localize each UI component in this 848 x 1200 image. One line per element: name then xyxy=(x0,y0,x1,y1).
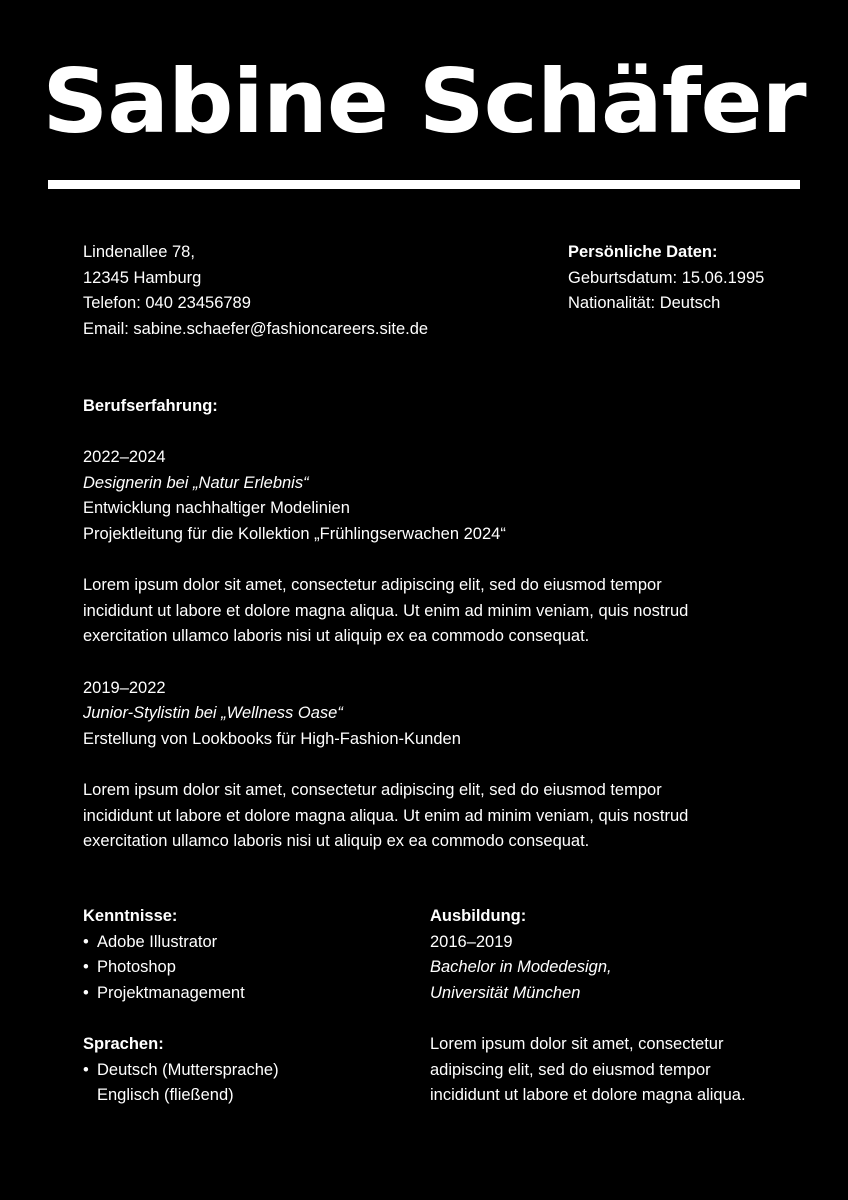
job-detail: Entwicklung nachhaltiger Modelinien xyxy=(83,499,350,518)
job-description-line: Lorem ipsum dolor sit amet, consectetur adipiscing elit, sed do eiusmod tempor xyxy=(83,576,662,595)
contact-info xyxy=(83,240,543,342)
job-title: Designerin bei „Natur Erlebnis“ xyxy=(83,473,309,492)
spacer xyxy=(83,548,773,574)
skill-item: • Adobe Illustrator xyxy=(83,930,403,956)
education-heading: Ausbildung: xyxy=(430,907,527,925)
job-detail: Erstellung von Lookbooks für High-Fashion-Kunden xyxy=(83,729,461,748)
education-school: Universität München xyxy=(430,983,581,1002)
job-description-line: incididunt ut labore et dolore magna aliqua. Ut enim ad minim veniam, quis nostrud xyxy=(83,806,689,825)
personal-birthdate: Geburtsdatum: 15.06.1995 xyxy=(568,268,765,287)
job-period: 2019–2022 xyxy=(83,678,166,697)
education-period: 2016–2019 xyxy=(430,932,513,951)
job-detail: Projektleitung für die Kollektion „Frühlingserwachen 2024“ xyxy=(83,524,506,543)
personal-data xyxy=(568,240,828,317)
job-description-line: Lorem ipsum dolor sit amet, consectetur adipiscing elit, sed do eiusmod tempor xyxy=(83,780,662,799)
spacer xyxy=(83,420,773,446)
language-item: • Deutsch (Muttersprache) xyxy=(83,1058,403,1084)
job-description-line: exercitation ullamco laboris nisi ut aliquip ex ea commodo consequat. xyxy=(83,627,590,646)
contact-email: Email: sabine.schaefer@fashioncareers.site.de xyxy=(83,319,429,338)
skill-item: • Photoshop xyxy=(83,955,403,981)
languages-list xyxy=(83,1058,403,1109)
education-description-line: incididunt ut labore et dolore magna aliqua. xyxy=(430,1086,746,1105)
skills-heading: Kenntnisse: xyxy=(83,907,178,925)
spacer xyxy=(430,1006,830,1032)
job-period: 2022–2024 xyxy=(83,448,166,467)
personal-nationality: Nationalität: Deutsch xyxy=(568,294,721,313)
job-entry xyxy=(83,445,773,650)
skill-item: • Projektmanagement xyxy=(83,981,403,1007)
languages-heading: Sprachen: xyxy=(83,1034,164,1053)
spacer xyxy=(83,1006,403,1032)
work-experience xyxy=(83,394,773,855)
personal-heading: Persönliche Daten: xyxy=(568,243,718,261)
skills-list xyxy=(83,930,403,1007)
experience-heading: Berufserfahrung: xyxy=(83,397,218,415)
contact-street: Lindenallee 78, xyxy=(83,243,195,261)
contact-phone: Telefon: 040 23456789 xyxy=(83,294,251,313)
spacer xyxy=(83,650,773,676)
job-entry xyxy=(83,676,773,855)
education-description-line: Lorem ipsum dolor sit amet, consectetur xyxy=(430,1034,724,1053)
language-item: Englisch (fließend) xyxy=(97,1086,234,1105)
education-degree: Bachelor in Modedesign, xyxy=(430,958,612,977)
job-description-line: incididunt ut labore et dolore magna aliqua. Ut enim ad minim veniam, quis nostrud xyxy=(83,601,689,620)
job-title: Junior-Stylistin bei „Wellness Oase“ xyxy=(83,704,343,723)
education xyxy=(430,904,830,1109)
job-description-line: exercitation ullamco laboris nisi ut aliquip ex ea commodo consequat. xyxy=(83,832,590,851)
header-divider xyxy=(48,180,800,189)
contact-city: 12345 Hamburg xyxy=(83,268,202,287)
spacer xyxy=(83,752,773,778)
education-description-line: adipiscing elit, sed do eiusmod tempor xyxy=(430,1060,711,1079)
skills-and-languages xyxy=(83,904,403,1109)
candidate-name: Sabine Schäfer xyxy=(42,50,806,153)
